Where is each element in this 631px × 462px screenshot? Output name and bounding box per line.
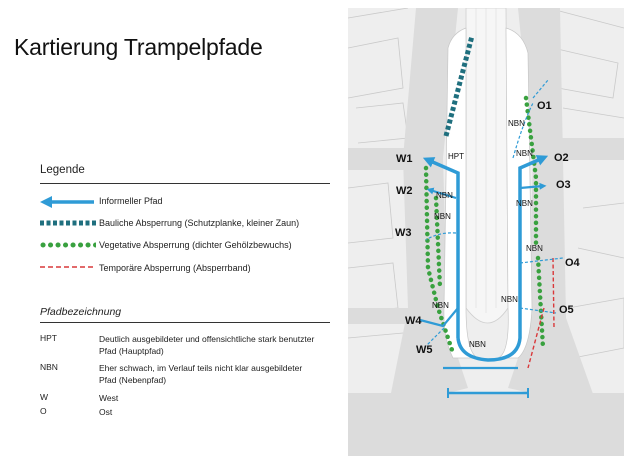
label-nbn-7: NBN	[516, 199, 533, 208]
label-o2: O2	[554, 152, 569, 164]
green-dotted-line-icon	[40, 238, 96, 252]
label-nbn-1: NBN	[436, 191, 453, 200]
legend-divider	[40, 183, 330, 184]
legend-label-vegetative-barrier: Vegetative Absperrung (dichter Gehölzbewuchs)	[99, 240, 292, 250]
abbr-o: O	[40, 406, 47, 416]
label-nbn-5: NBN	[508, 119, 525, 128]
abbr-w: W	[40, 392, 49, 402]
desc-w: West	[99, 393, 119, 403]
desc-o: Ost	[99, 407, 113, 417]
legend-item-temporary-barrier	[40, 260, 96, 274]
site-map	[348, 8, 624, 456]
abbr-nbn: NBN	[40, 362, 58, 372]
legend-heading: Legende	[40, 164, 85, 176]
abbr-hpt: HPT	[40, 333, 57, 343]
label-hpt: HPT	[448, 152, 464, 161]
label-nbn-3: NBN	[432, 301, 449, 310]
legend-label-temporary-barrier: Temporäre Absperrung (Absperrband)	[99, 263, 251, 273]
label-nbn-4: NBN	[469, 340, 486, 349]
central-ramp	[466, 8, 508, 323]
pfadbezeichnung-divider	[40, 322, 330, 323]
label-w5: W5	[416, 344, 433, 356]
legend-label-structural-barrier: Bauliche Absperrung (Schutzplanke, kleiner Zaun)	[99, 218, 300, 228]
label-w1: W1	[396, 153, 413, 165]
blue-arrow-icon	[40, 195, 96, 209]
page-title: Kartierung Trampelpfade	[14, 34, 263, 60]
label-o3: O3	[556, 179, 571, 191]
label-o5: O5	[559, 304, 574, 316]
label-nbn-8: NBN	[526, 244, 543, 253]
legend-item-informal-path	[40, 195, 96, 209]
label-o1: O1	[537, 100, 552, 112]
label-nbn-2: NBN	[434, 212, 451, 221]
label-nbn-9: NBN	[501, 295, 518, 304]
legend-item-vegetative-barrier	[40, 238, 96, 252]
label-w2: W2	[396, 185, 413, 197]
legend-label-informal-path: Informeller Pfad	[99, 196, 163, 206]
teal-dashed-line-icon	[40, 216, 96, 230]
red-dashed-line-icon	[40, 260, 96, 274]
desc-nbn: Eher schwach, im Verlauf teils nicht klar ausgebildeter Pfad (Nebenpfad)	[99, 363, 303, 385]
legend-item-structural-barrier	[40, 216, 96, 230]
label-w4: W4	[405, 315, 422, 327]
desc-hpt: Deutlich ausgebildeter und offensichtliche stark benutzter Pfad (Hauptpfad)	[99, 334, 315, 356]
label-w3: W3	[395, 227, 412, 239]
label-nbn-6: NBN	[516, 149, 533, 158]
label-o4: O4	[565, 257, 580, 269]
pfadbezeichnung-heading: Pfadbezeichnung	[40, 306, 122, 318]
